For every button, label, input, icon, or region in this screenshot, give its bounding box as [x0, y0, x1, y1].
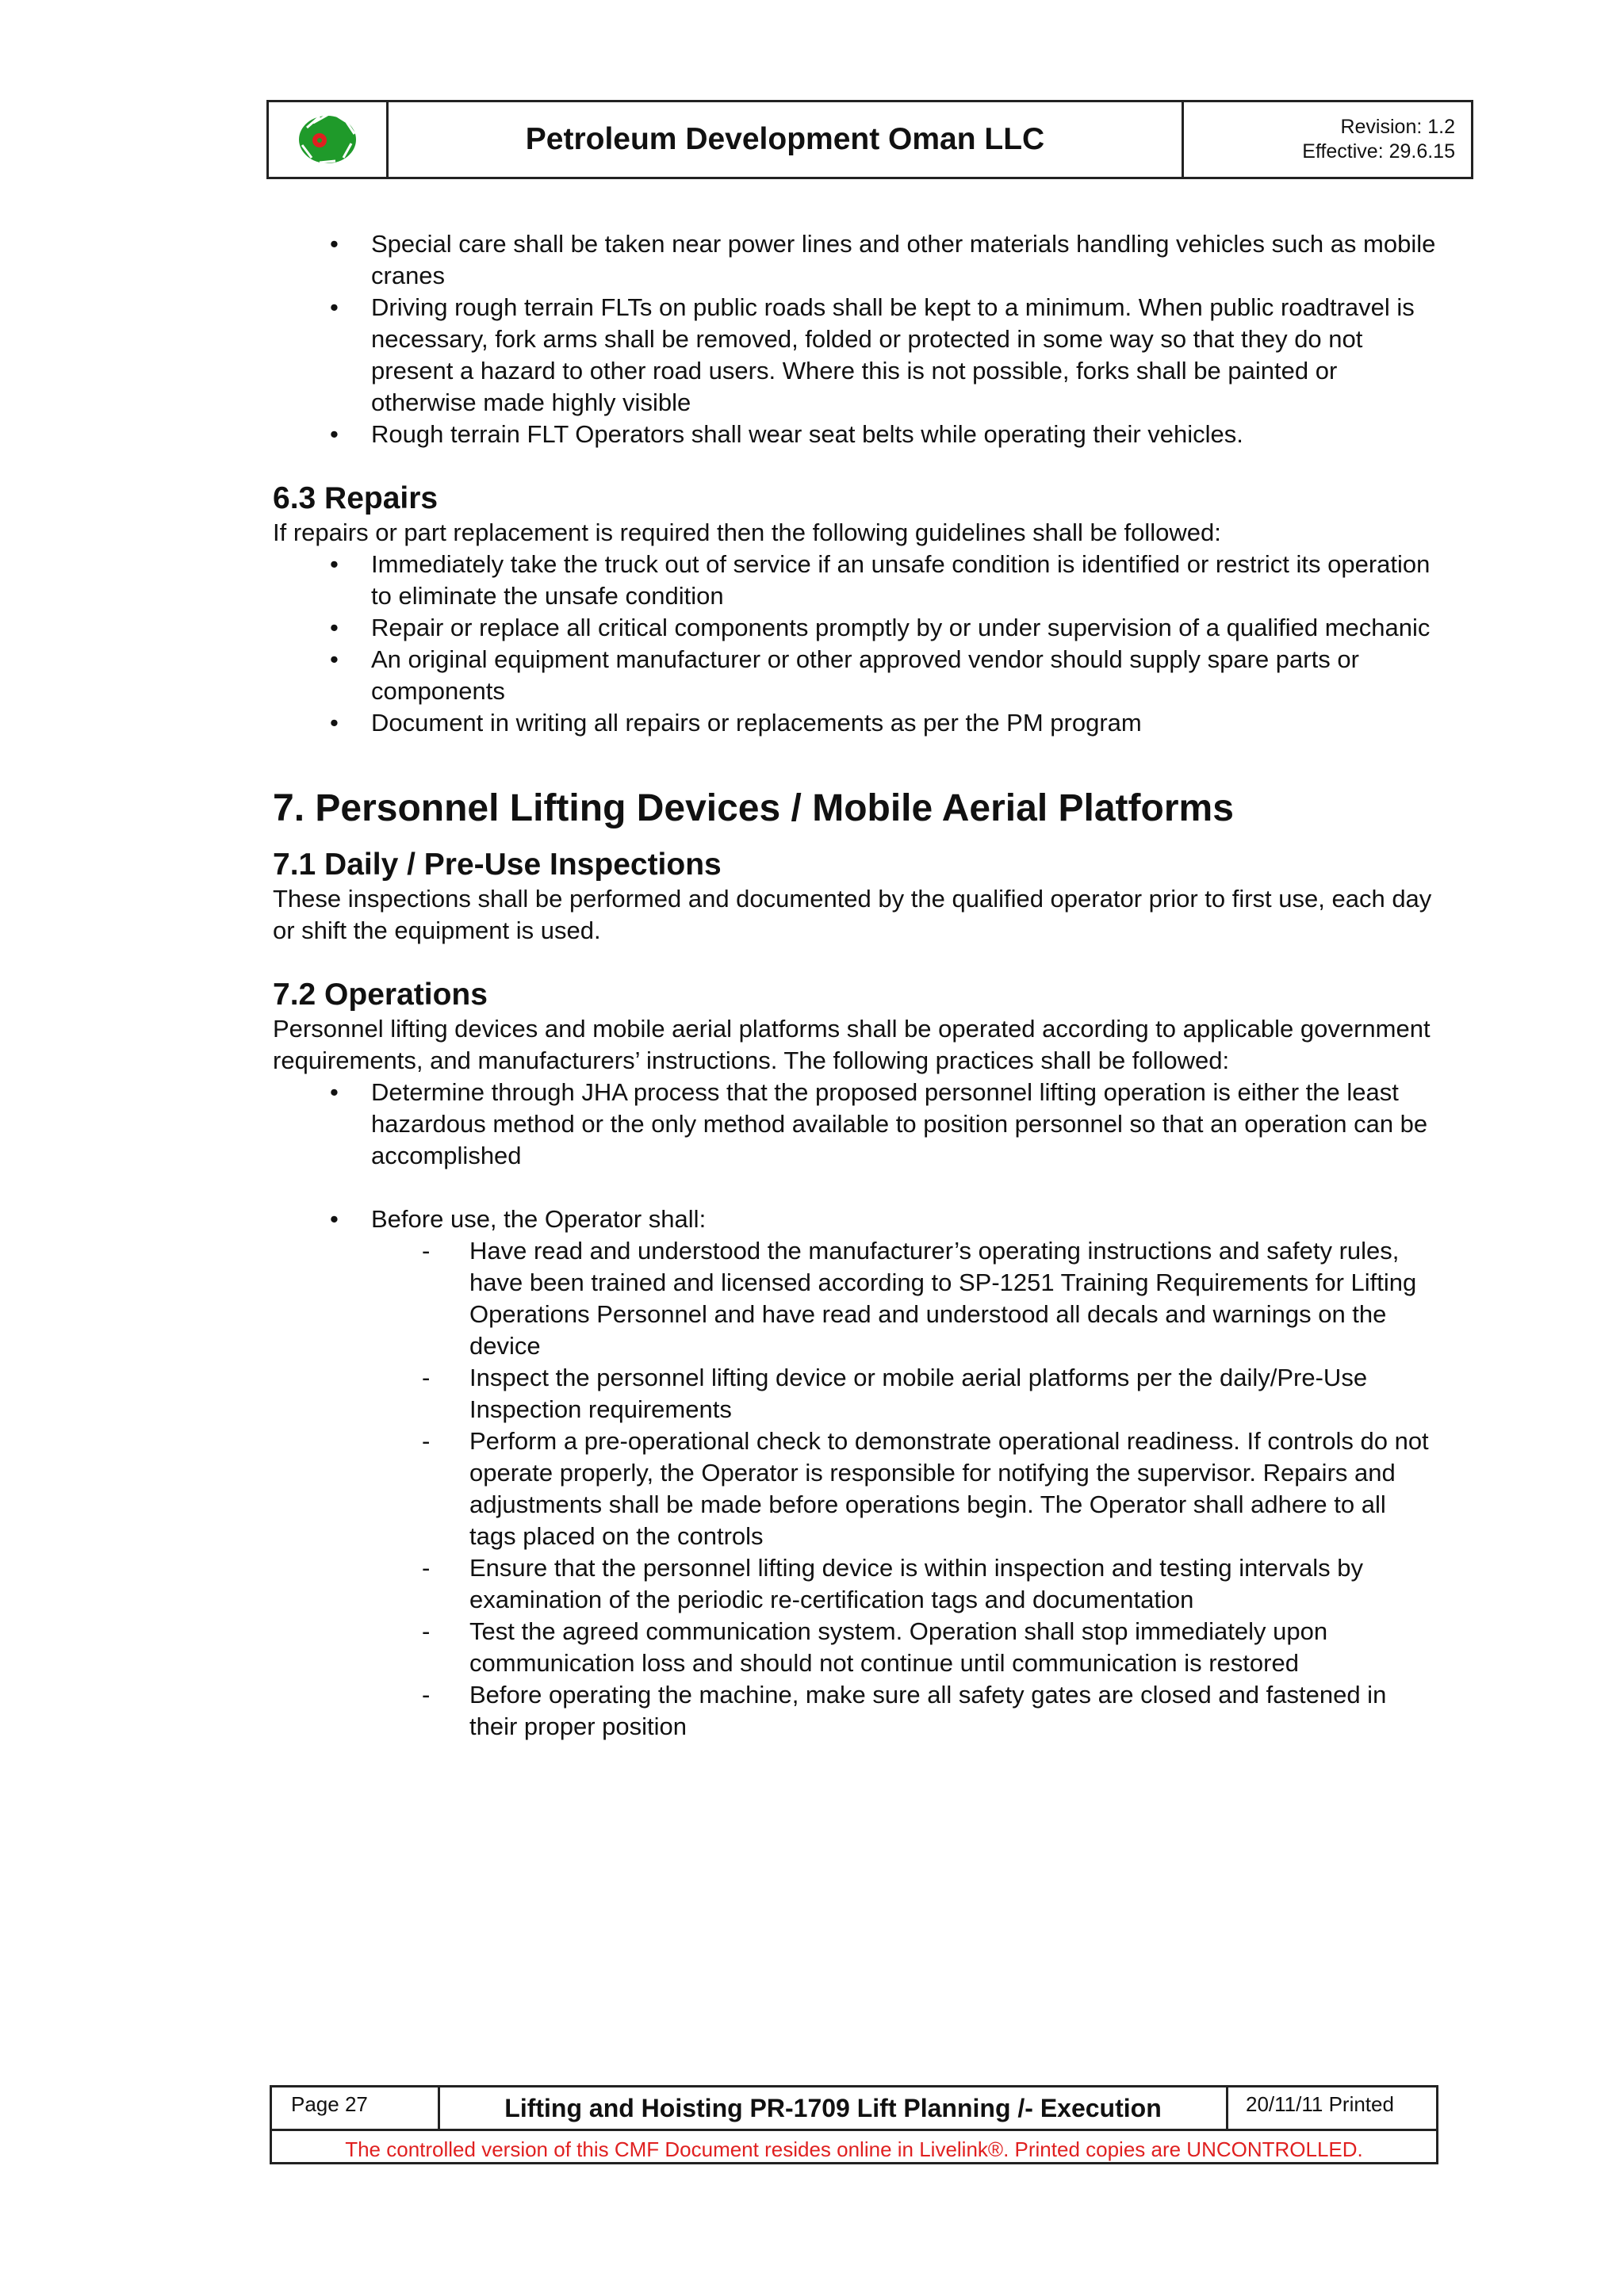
list-item: • Repair or replace all critical components promptly by or under supervision of a qualified mechanic	[273, 612, 1438, 644]
operations-bullet-list-2	[273, 1203, 1438, 1235]
page-number: Page 27	[272, 2087, 440, 2129]
dash-item: - Ensure that the personnel lifting device is within inspection and testing intervals by examination of the periodic re-certification tags and documentation	[273, 1552, 1438, 1616]
list-item: • Rough terrain FLT Operators shall wear seat belts while operating their vehicles.	[273, 419, 1438, 450]
list-item: • Immediately take the truck out of service if an unsafe condition is identified or restrict its operation to eliminate the unsafe condition	[273, 549, 1438, 612]
controlled-copy-notice: The controlled version of this CMF Document resides online in Livelink®. Printed copies are UNCONTROLLED.	[345, 2137, 1363, 2161]
dash-item: - Perform a pre-operational check to demonstrate operational readiness. If controls do not operate properly, the Operator is responsible for notifying the supervisor. Repairs and adjustments shall be made before operations begin. The Operator shall adhere to all tags placed on the controls	[273, 1425, 1438, 1552]
operations-bullet-list	[273, 1077, 1438, 1172]
dash-item: - Have read and understood the manufacturer’s operating instructions and safety rules, have been trained and licensed according to SP-1251 Training Requirements for Lifting Operations Personnel and have read and understood all decals and warnings on the device	[273, 1235, 1438, 1362]
list-item: • Determine through JHA process that the proposed personnel lifting operation is either the least hazardous method or the only method available to position personnel so that an operation can be accomplished	[273, 1077, 1438, 1172]
document-header	[266, 100, 1473, 179]
section-heading-7-1: 7.1 Daily / Pre-Use Inspections	[273, 848, 722, 882]
section-6-3-intro: If repairs or part replacement is required then the following guidelines shall be followed:	[273, 519, 1221, 546]
section-heading-6-3: 6.3 Repairs	[273, 481, 439, 515]
document-footer	[270, 2085, 1438, 2164]
document-body	[273, 228, 1438, 1743]
section-7-2-text: Personnel lifting devices and mobile aerial platforms shall be operated according to applicable government requirements, and manufacturers’ instructions. The following practices shall be followed:	[273, 1015, 1431, 1074]
company-name: Petroleum Development Oman LLC	[389, 102, 1184, 177]
document-title: Lifting and Hoisting PR-1709 Lift Planning /- Execution	[440, 2087, 1228, 2129]
printed-date: 20/11/11 Printed	[1246, 2092, 1394, 2116]
effective-date: Effective: 29.6.15	[1302, 140, 1455, 163]
list-item: • Driving rough terrain FLTs on public roads shall be kept to a minimum. When public roadtravel is necessary, fork arms shall be removed, folded or protected in some way so that they do not present a hazard to other road users. Where this is not possible, forks shall be painted or otherwise made highly visible	[273, 292, 1438, 419]
list-item: • An original equipment manufacturer or other approved vendor should supply spare parts or components	[273, 644, 1438, 707]
revision-text: Revision: 1.2	[1340, 116, 1455, 138]
repairs-bullet-list	[273, 549, 1438, 739]
section-heading-7-2: 7.2 Operations	[273, 978, 488, 1012]
footer-row	[272, 2087, 1436, 2131]
list-item: • Special care shall be taken near power lines and other materials handling vehicles such as mobile cranes	[273, 228, 1438, 292]
section-7-1-text: These inspections shall be performed and documented by the qualified operator prior to first use, each day or shift the equipment is used.	[273, 885, 1432, 944]
revision-cell	[1184, 102, 1471, 177]
list-item: • Before use, the Operator shall:	[273, 1203, 1438, 1235]
logo-cell	[269, 102, 389, 177]
list-item: • Document in writing all repairs or replacements as per the PM program	[273, 707, 1438, 739]
operator-dash-list	[273, 1235, 1438, 1743]
intro-bullet-list	[273, 228, 1438, 450]
dash-item: - Inspect the personnel lifting device or mobile aerial platforms per the daily/Pre-Use Inspection requirements	[273, 1362, 1438, 1425]
dash-item: - Before operating the machine, make sure all safety gates are closed and fastened in their proper position	[273, 1679, 1438, 1743]
dash-item: - Test the agreed communication system. Operation shall stop immediately upon communication loss and should not continue until communication is restored	[273, 1616, 1438, 1679]
section-heading-7: 7. Personnel Lifting Devices / Mobile Aerial Platforms	[273, 787, 1234, 829]
pdo-logo-icon	[296, 112, 359, 167]
